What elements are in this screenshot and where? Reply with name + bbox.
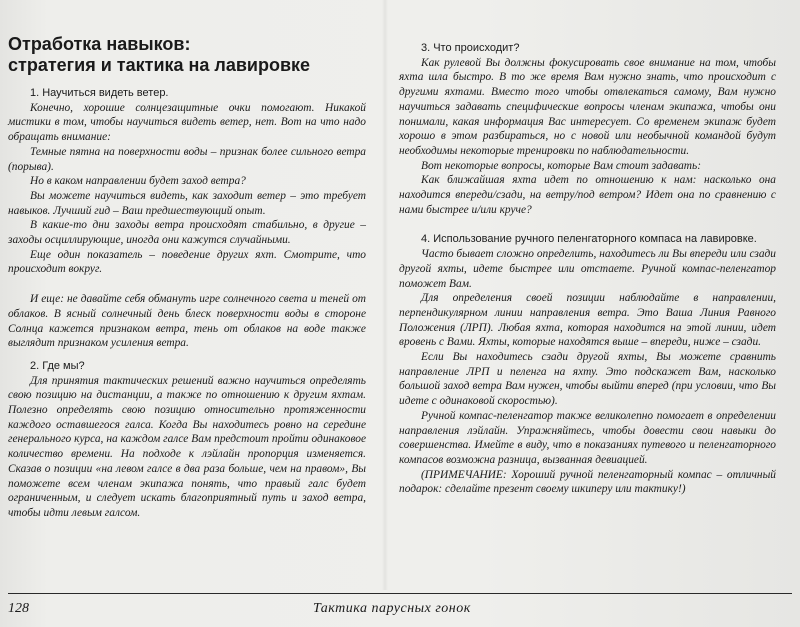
page-fold [382, 0, 388, 590]
spacer [8, 351, 366, 359]
section-3-heading: 3. Что происходит? [421, 42, 520, 54]
paragraph: Вот некоторые вопросы, которые Вам стоит задавать: [421, 159, 701, 172]
section-4-heading: 4. Использование ручного пеленгаторного компаса на лавировке. [421, 233, 757, 246]
chapter-heading [8, 34, 366, 76]
paragraph: Конечно, хорошие солнцезащитные очки помогают. Никакой мистики в том, чтобы научиться видеть ветер, нет. Вот на что надо обращать внимание: [8, 101, 366, 144]
paragraph: Для определения своей позиции наблюдайте в направлении, перпендикулярном линии направления ветра. Это Ваша Линия Равного Положения (ЛРП). Любая яхта, которая находится на этой линии, идет вровень с Вами. Яхты, которые находятся выше – впереди, ниже – сзади. [399, 292, 776, 349]
paragraph: Как ближайшая яхта идет по отношению к нам: насколько она находится впереди/сзади, на ветру/под ветром? Идет она по сравнению с нами быстрее и/или круче? [399, 174, 776, 216]
spacer [8, 277, 366, 292]
paragraph: Часто бывает сложно определить, находитесь ли Вы впереди или сзади другой яхты, идете быстрее или отстаете. Ручной компас-пеленгатор поможет Вам. [399, 248, 776, 290]
paragraph: И еще: не давайте себя обмануть игре солнечного света и теней от облаков. В ясный солнечный день блеск поверхности воды в стороне Солнца кажется признаком ветра, тень от облаков на воде также выглядит признаком усиления ветра. [8, 293, 366, 350]
paragraph: Темные пятна на поверхности воды – признак более сильного ветра (порыва). [8, 145, 366, 173]
left-column [8, 34, 366, 521]
paragraph: Но в каком направлении будет заход ветра? [30, 175, 246, 188]
paragraph: Для принятия тактических решений важно научиться определять свою позицию на дистанции, а также по отношению к другим яхтам. Полезно определять свою позицию относительно протяженности каждого оставшегося галса. Когда Вы находитесь ровно на середине генерального курса, на каждом галсе Вам предстоит пройти одинаковое количество времени. На подходе к лэйлайн пропорция изменяется. Сказав о позиции «на левом галсе в два раза больше, чем на правом», Вы поможете всем членам экипажа понять, что правый галс будет ограниченным, и следует искать благоприятный путь и заход ветра, чтобы идти левым галсом. [8, 374, 366, 519]
paragraph: Еще один показатель – поведение других яхт. Смотрите, что происходит вокруг. [8, 248, 366, 276]
right-column [399, 41, 776, 497]
section-1-heading: 1. Научиться видеть ветер. [30, 87, 169, 99]
paragraph: Вы можете научиться видеть, как заходит ветер – это требует навыков. Лучший гид – Ваш предшествующий опыт. [8, 189, 366, 217]
chapter-heading-line1: Отработка навыков: [8, 34, 191, 54]
footer-rule [8, 593, 792, 594]
paragraph: Если Вы находитесь сзади другой яхты, Вы можете сравнить направление ЛРП и пеленга на яхту. Это подскажет Вам, насколько большой заход ветра Вам нужен, чтобы выйти вперед (при условии, что Вы идете с одинаковой скоростью). [399, 351, 776, 408]
chapter-heading-line2: стратегия и тактика на лавировке [8, 55, 311, 75]
spacer [399, 217, 776, 232]
paragraph: (ПРИМЕЧАНИЕ: Хороший ручной пеленгаторный компас – отличный подарок: сделайте презент своему шкиперу или тактику!) [399, 468, 776, 496]
paragraph: Как рулевой Вы должны фокусировать свое внимание на том, чтобы яхта шла быстро. В то же время Вам нужно знать, что происходит с другими яхтами. Вместо того чтобы отвлекаться самому, Вам нужно научиться задавать специфические вопросы членам экипажа, чтобы они понимали, какая информация Вас интересует. Со временем экипаж будет хорошо в этом разбираться, но с новой или необычной командой будут необходимы некоторые тренировки по наблюдательности. [399, 56, 776, 157]
running-footer-title: Тактика парусных гонок [313, 601, 471, 616]
section-2-heading: 2. Где мы? [30, 359, 85, 372]
paragraph: В какие-то дни заходы ветра происходят стабильно, в другие – заходы осциллирующие, иногда они кажутся случайными. [8, 219, 366, 247]
paragraph: Ручной компас-пеленгатор также великолепно помогает в определении направления лэйлайн. Упражняйтесь, чтобы довести свои навыки до совершенства. Имейте в виду, что в показаниях путевого и пеленгаторного компасов возможна разница, вызванная девиацией. [399, 409, 776, 466]
page-number: 128 [8, 601, 29, 616]
